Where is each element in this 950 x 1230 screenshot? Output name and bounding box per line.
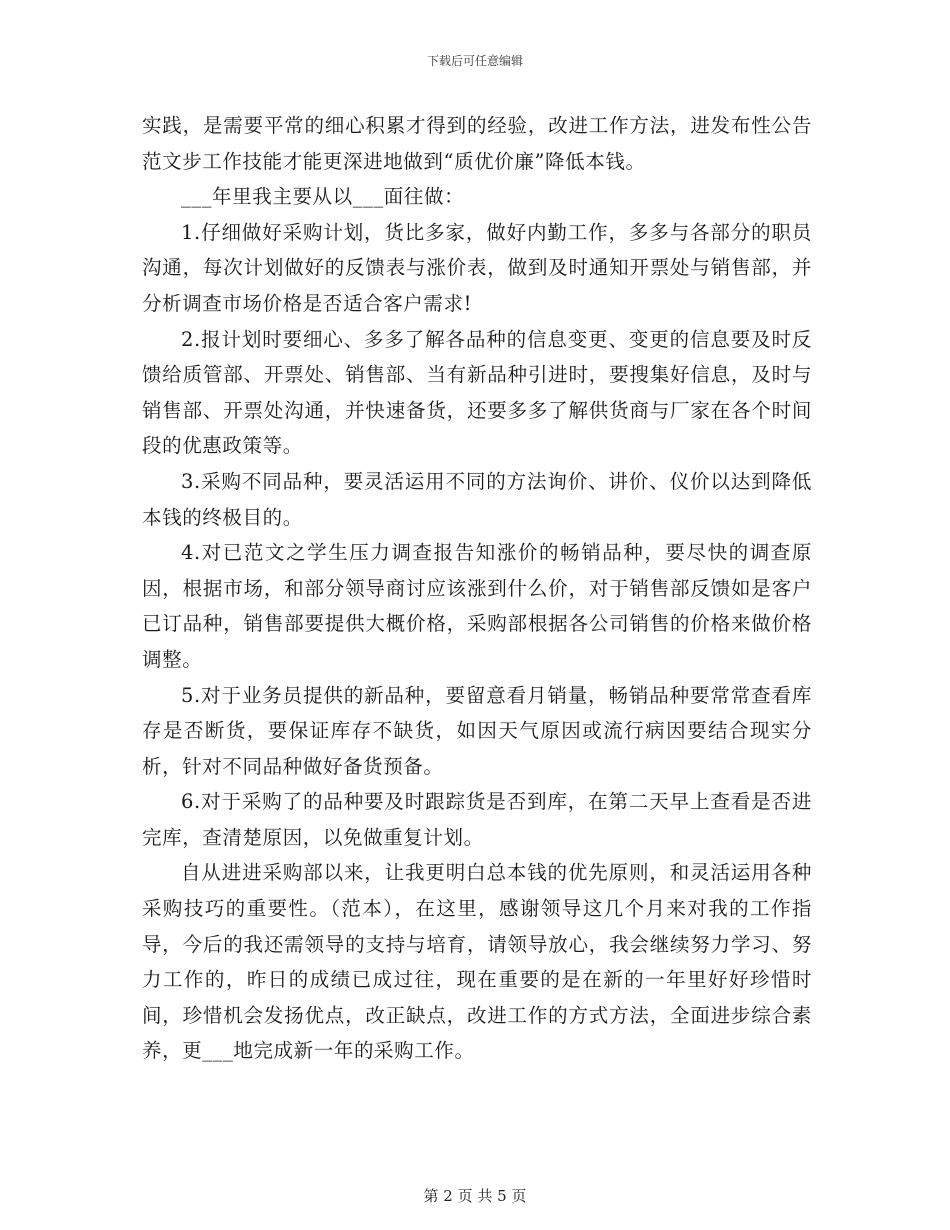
paragraph-item-6: 6.对于采购了的品种要及时跟踪货是否到库，在第二天早上查看是否进完库，查清楚原因，以免做重复计划。: [142, 790, 812, 849]
paragraph-conclusion: 自从进进采购部以来，让我更明白总本钱的优先原则，和灵活运用各种采购技巧的重要性。（范本），在这里，感谢领导这几个月来对我的工作指导，今后的我还需领导的支持与培育，请领导放心，我会继续努力学习、努力工作的，昨日的成绩已成过往，现在重要的是在新的一年里好好珍惜时间，珍惜机会发扬优点，改正缺点，改进工作的方式方法，全面进步综合素养，更___地完成新一年的采购工作。: [142, 861, 812, 1063]
paragraph-item-4: 4.对已范文之学生压力调查报告知涨价的畅销品种，要尽快的调查原因，根据市场，和部分领导商讨应该涨到什么价，对于销售部反馈如是客户已订品种，销售部要提供大概价格，采购部根据各公司销售的价格来做价格调整。: [142, 541, 812, 671]
paragraph-plan-intro: ___年里我主要从以___面往做：: [181, 185, 465, 209]
paragraph-item-5: 5.对于业务员提供的新品种，要留意看月销量，畅销品种要常常查看库存是否断货，要保证库存不缺货，如因天气原因或流行病因要结合现实分析，针对不同品种做好备货预备。: [142, 683, 812, 778]
paragraph-intro: 实践，是需要平常的细心积累才得到的经验，改进工作方法，进发布性公告范文步工作技能才能更深进地做到“质优价廉”降低本钱。: [142, 114, 812, 173]
page-footer: 第 2 页 共 5 页: [423, 1187, 527, 1205]
paragraph-item-1: 1.仔细做好采购计划，货比多家，做好内勤工作，多多与各部分的职员沟通，每次计划做好的反馈表与涨价表，做到及时通知开票处与销售部，并分析调查市场价格是否适合客户需求!: [142, 220, 812, 315]
document-body: [142, 108, 812, 1069]
paragraph-item-3: 3.采购不同品种，要灵活运用不同的方法询价、讲价、仪价以达到降低本钱的终极目的。: [142, 469, 812, 529]
paragraph-item-2: 2.报计划时要细心、多多了解各品种的信息变更、变更的信息要及时反馈给质管部、开票处、销售部、当有新品种引进时，要搜集好信息，及时与销售部、开票处沟通，并快速备货，还要多多了解供货商与厂家在各个时间段的优惠政策等。: [142, 327, 812, 458]
page-header: 下载后可任意编辑: [426, 54, 523, 68]
